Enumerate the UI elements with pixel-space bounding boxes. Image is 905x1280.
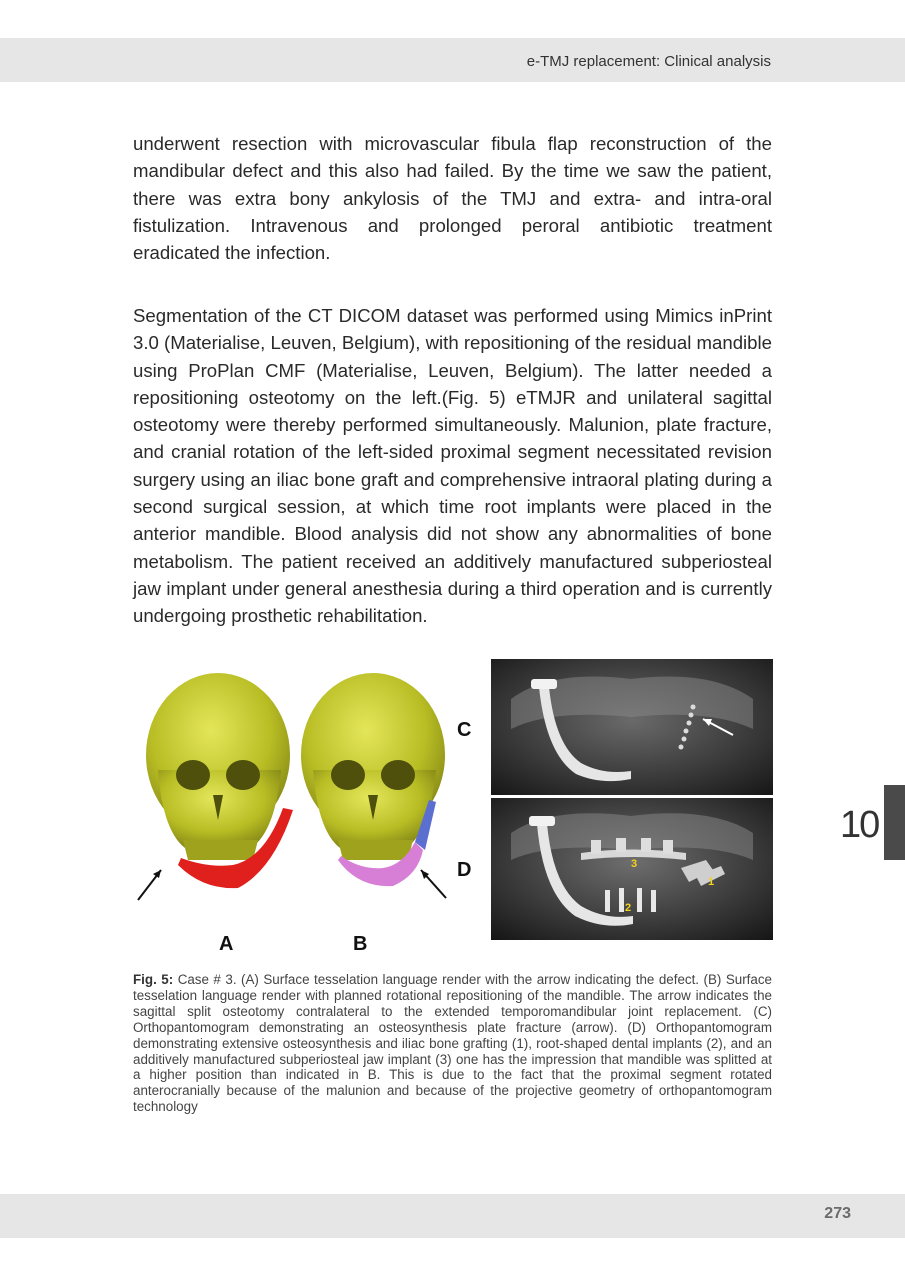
orthopantomogram-d (491, 798, 773, 940)
figure-panel-skull-renders (133, 660, 473, 956)
footer-band (0, 1194, 905, 1238)
etmj-condyle (529, 816, 555, 826)
caption-label: Fig. 5: (133, 972, 174, 987)
skull-a-render (146, 673, 293, 888)
running-title: e-TMJ replacement: Clinical analysis (526, 53, 771, 70)
skull-render-illustration (133, 660, 473, 956)
body-paragraph-1: underwent resection with microvascular fibula flap reconstruction of the mandibular defect and this also had failed. By the time we saw the patient, there was extra bony ankylosis of the TMJ and extra- and intra-oral fistulization. Intravenous and prolonged peroral antibiotic treatment eradicated the infection. (133, 133, 772, 264)
marker-2: 2 (625, 902, 632, 914)
figure-panel-opg-plate-fracture (491, 659, 773, 795)
condyle-prosthesis (531, 679, 557, 689)
marker-3: 3 (631, 858, 638, 870)
figure-caption (133, 972, 772, 1115)
marker-1: 1 (708, 876, 715, 888)
figure-panel-opg-revision (491, 798, 773, 940)
chapter-number: 10 (840, 804, 879, 846)
panel-label-c: C (457, 719, 472, 741)
body-paragraph-2: Segmentation of the CT DICOM dataset was performed using Mimics inPrint 3.0 (Materialise, Leuven, Belgium), with repositioning of the residual mandible using ProPlan CMF (Materialise, Leuven, Belgium). The latter needed a repositioning osteotomy on the left.(Fig. 5) eTMJR and unilateral sagittal osteotomy were thereby performed simultaneously. Malunion, plate fracture, and cranial rotation of the left-sided proximal segment necessitated revision surgery using an iliac bone graft and comprehensive intraoral plating during a second surgical session, at which time root implants were placed in the anterior mandible. Blood analysis did not show any abnormalities of bone metabolism. The patient received an additively manufactured subperiosteal jaw implant under general anesthesia during a third operation and is currently undergoing prosthetic rehabilitation. (133, 305, 772, 627)
chapter-tab-marker (884, 785, 905, 860)
panel-label-a: A (219, 933, 234, 955)
orthopantomogram-c (491, 659, 773, 795)
skull-b-render (301, 673, 445, 886)
panel-label-b: B (353, 933, 368, 955)
panel-label-d: D (457, 859, 472, 881)
page-number: 273 (824, 1205, 851, 1222)
caption-text: Case # 3. (A) Surface tesselation language render with the arrow indicating the defect. (B) Surface tesselation language render with planned rotational repositioning of the mandible. The arrow indicates the sagittal split osteotomy contralateral to the extended temporomandibular joint replacement. (C) Orthopantomogram demonstrating an osteosynthesis plate fracture (arrow). (D) Orthopantomogram demonstrating extensive osteosynthesis and iliac bone grafting (1), root-shaped dental implants (2), and an additively manufactured subperiosteal jaw implant (3) one has the impression that mandible was splitted at a higher position than indicated in B. This is due to the fact that the proximal segment rotated anterocranially because of the malunion and because of the projective geometry of orthopantomogram technology (133, 972, 772, 1115)
